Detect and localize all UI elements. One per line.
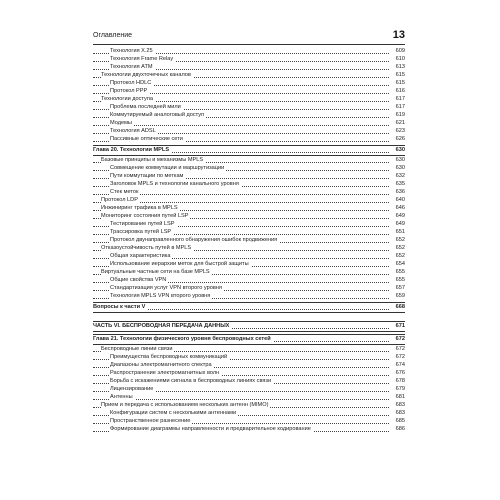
toc-entry-page: 652: [395, 245, 405, 251]
toc-entry-title: Использование иерархии меток для быстрой защиты: [110, 261, 249, 267]
toc-entry-page: 613: [395, 64, 405, 70]
toc-entry-page: 646: [395, 205, 405, 211]
toc-entry[interactable]: [93, 111, 405, 119]
toc-entry-title: Технология Frame Relay: [110, 56, 174, 62]
toc-entry[interactable]: [93, 322, 405, 330]
toc-entry-title: Инжиниринг трафика в MPLS: [101, 205, 178, 211]
toc-entry[interactable]: [93, 335, 405, 343]
toc-entry-title: ЧАСТЬ VI. БЕСПРОВОДНАЯ ПЕРЕДАЧА ДАННЫХ: [93, 323, 230, 329]
toc-entry[interactable]: [93, 409, 405, 417]
leader-dots: [93, 125, 389, 126]
toc-entry[interactable]: [93, 252, 405, 260]
toc-entry-page: 668: [395, 304, 405, 310]
toc-entry-title: Пассивные оптические сети: [110, 136, 183, 142]
toc-entry[interactable]: [93, 292, 405, 300]
section-rule: [93, 331, 405, 332]
toc-entry-page: 635: [395, 181, 405, 187]
toc-entry[interactable]: [93, 284, 405, 292]
toc-entry-page: 649: [395, 221, 405, 227]
toc-entry-title: Пути коммутации по меткам: [110, 173, 184, 179]
toc-entry[interactable]: [93, 127, 405, 135]
leader-dots: [93, 399, 389, 400]
toc-entry-title: Технологии доступа: [101, 96, 153, 102]
toc-entry-title: Отказоустойчивость путей в MPLS: [101, 245, 192, 251]
toc-entry-page: 632: [395, 173, 405, 179]
toc-entry-title: Распространение электромагнитных волн: [110, 370, 220, 376]
toc-entry-title: Коммутируемый аналоговый доступ: [110, 112, 205, 118]
toc-entry-title: Протокол HDLC: [110, 80, 152, 86]
toc-entry-page: 654: [395, 261, 405, 267]
toc-entry-page: 672: [395, 346, 405, 352]
toc-entry-title: Технология ATM: [110, 64, 153, 70]
toc-entry[interactable]: [93, 172, 405, 180]
toc-entry[interactable]: [93, 135, 405, 143]
toc-entry-page: 649: [395, 213, 405, 219]
toc-entry[interactable]: [93, 303, 405, 311]
toc-entry-title: Совмещение коммутации и маршрутизации: [110, 165, 225, 171]
toc-entry-page: 617: [395, 104, 405, 110]
toc-entry[interactable]: [93, 260, 405, 268]
toc-entry-title: Протокол LDP: [101, 197, 138, 203]
running-header: [93, 30, 405, 48]
toc-entry-title: Общие свойства VPN: [110, 277, 167, 283]
toc-entry[interactable]: [93, 220, 405, 228]
toc-entry[interactable]: [93, 425, 405, 433]
toc-entry-title: Технология X.25: [110, 48, 153, 54]
toc-entry-page: 630: [395, 147, 405, 153]
toc-entry[interactable]: [93, 71, 405, 79]
toc-entry-title: Диапазоны электромагнитного спектра: [110, 362, 212, 368]
toc-entry-title: Технологии двухточечных каналов: [101, 72, 191, 78]
toc-entry[interactable]: [93, 119, 405, 127]
toc-entry-title: Общая характеристика: [110, 253, 171, 259]
toc-entry[interactable]: [93, 103, 405, 111]
toc-entry-title: Виртуальные частные сети на базе MPLS: [101, 269, 210, 275]
toc-entry-title: Конфигурации систем с несколькими антеннами: [110, 410, 237, 416]
toc-entry-page: 655: [395, 277, 405, 283]
toc-entry[interactable]: [93, 401, 405, 409]
toc-entry[interactable]: [93, 236, 405, 244]
toc-entry[interactable]: [93, 180, 405, 188]
toc-entry[interactable]: [93, 204, 405, 212]
toc-entry-title: Технология ADSL: [110, 128, 156, 134]
toc-entry-title: Трассировка путей LSP: [110, 229, 172, 235]
toc-entry-page: 681: [395, 394, 405, 400]
toc-entry-title: Пространственное разнесение: [110, 418, 191, 424]
toc-entry-title: Беспроводные линии связи: [101, 346, 173, 352]
toc-entry[interactable]: [93, 55, 405, 63]
toc-entry[interactable]: [93, 385, 405, 393]
toc-entry-title: Протокол PPP: [110, 88, 148, 94]
header-rule: [93, 44, 405, 45]
toc-entry[interactable]: [93, 95, 405, 103]
toc-entry-title: Проблема последней мили: [110, 104, 181, 110]
toc-entry[interactable]: [93, 87, 405, 95]
toc-entry-title: Заголовок MPLS и технологии канального уровня: [110, 181, 239, 187]
toc-entry-page: 678: [395, 378, 405, 384]
toc-entry-page: 657: [395, 285, 405, 291]
toc-entry-page: 652: [395, 237, 405, 243]
toc-entry[interactable]: [93, 188, 405, 196]
toc-entry-page: 672: [395, 354, 405, 360]
toc-entry[interactable]: [93, 212, 405, 220]
toc-entry-page: 609: [395, 48, 405, 54]
toc-entry[interactable]: [93, 369, 405, 377]
toc-entry[interactable]: [93, 63, 405, 71]
toc-entry[interactable]: [93, 146, 405, 154]
toc-entry-page: 617: [395, 96, 405, 102]
toc-entry-page: 655: [395, 269, 405, 275]
toc-entry-title: Преимущества беспроводных коммуникаций: [110, 354, 228, 360]
toc-entry-title: Базовые принципы и механизмы MPLS: [101, 157, 204, 163]
toc-entry-page: 679: [395, 386, 405, 392]
header-title: Оглавление: [93, 32, 133, 39]
toc-entry-page: 659: [395, 293, 405, 299]
toc-entry-title: Прием и передача с использованием нескольких антенн (MIMO): [101, 402, 269, 408]
toc-entry[interactable]: [93, 79, 405, 87]
toc-entry-page: 626: [395, 136, 405, 142]
toc-entry[interactable]: [93, 276, 405, 284]
toc-entry-page: 671: [395, 323, 405, 329]
toc-entry-page: 616: [395, 88, 405, 94]
toc-entry-title: Глава 21. Технологии физического уровня беспроводных сетей: [93, 336, 271, 342]
toc-entry-title: Тестирование путей LSP: [110, 221, 175, 227]
toc-entry-title: Модемы: [110, 120, 132, 126]
toc-entry-page: 651: [395, 229, 405, 235]
toc-entry-page: 630: [395, 157, 405, 163]
toc-entry-page: 615: [395, 72, 405, 78]
toc-entry-title: Глава 20. Технологии MPLS: [93, 147, 170, 153]
toc-entry[interactable]: [93, 268, 405, 276]
toc-entry-page: 652: [395, 253, 405, 259]
toc-entry-page: 610: [395, 56, 405, 62]
toc-entry-title: Протокол двунаправленного обнаружения ошибок продвижения: [110, 237, 278, 243]
toc-entry-page: 636: [395, 189, 405, 195]
toc-entry[interactable]: [93, 345, 405, 353]
toc-entry-title: Антенны: [110, 394, 133, 400]
toc-entry[interactable]: [93, 228, 405, 236]
toc-entry-page: 683: [395, 402, 405, 408]
toc-entry[interactable]: [93, 417, 405, 425]
toc-entry-page: 623: [395, 128, 405, 134]
toc-entry[interactable]: [93, 377, 405, 385]
toc-entry-page: 630: [395, 165, 405, 171]
toc-entry-title: Технология MPLS VPN второго уровня: [110, 293, 211, 299]
page-number: 13: [392, 29, 405, 41]
toc-entry-title: Стандартизация услуг VPN второго уровня: [110, 285, 222, 291]
toc-entry-page: 672: [395, 336, 405, 342]
section-gap: [93, 313, 405, 319]
toc-entry[interactable]: [93, 164, 405, 172]
toc-entry[interactable]: [93, 47, 405, 55]
toc-entry-page: 619: [395, 112, 405, 118]
table-of-contents: [93, 47, 405, 433]
toc-entry-page: 674: [395, 362, 405, 368]
toc-entry[interactable]: [93, 361, 405, 369]
toc-entry-page: 640: [395, 197, 405, 203]
toc-entry-title: Вопросы к части V: [93, 304, 146, 310]
toc-entry-page: 685: [395, 418, 405, 424]
toc-entry-page: 683: [395, 410, 405, 416]
toc-entry-title: Мониторинг состояния путей LSP: [101, 213, 189, 219]
toc-entry-title: Формирование диаграммы направленности и предварительное кодирование: [110, 426, 311, 432]
toc-entry[interactable]: [93, 156, 405, 164]
toc-entry-title: Стек меток: [110, 189, 139, 195]
toc-entry-page: 686: [395, 426, 405, 432]
toc-entry-title: Лицензирование: [110, 386, 154, 392]
toc-entry[interactable]: [93, 196, 405, 204]
toc-entry[interactable]: [93, 353, 405, 361]
toc-entry-page: 621: [395, 120, 405, 126]
toc-entry[interactable]: [93, 244, 405, 252]
toc-entry-title: Борьба с искажениями сигнала в беспроводных линиях связи: [110, 378, 272, 384]
toc-entry-page: 676: [395, 370, 405, 376]
toc-entry[interactable]: [93, 393, 405, 401]
toc-entry-page: 615: [395, 80, 405, 86]
